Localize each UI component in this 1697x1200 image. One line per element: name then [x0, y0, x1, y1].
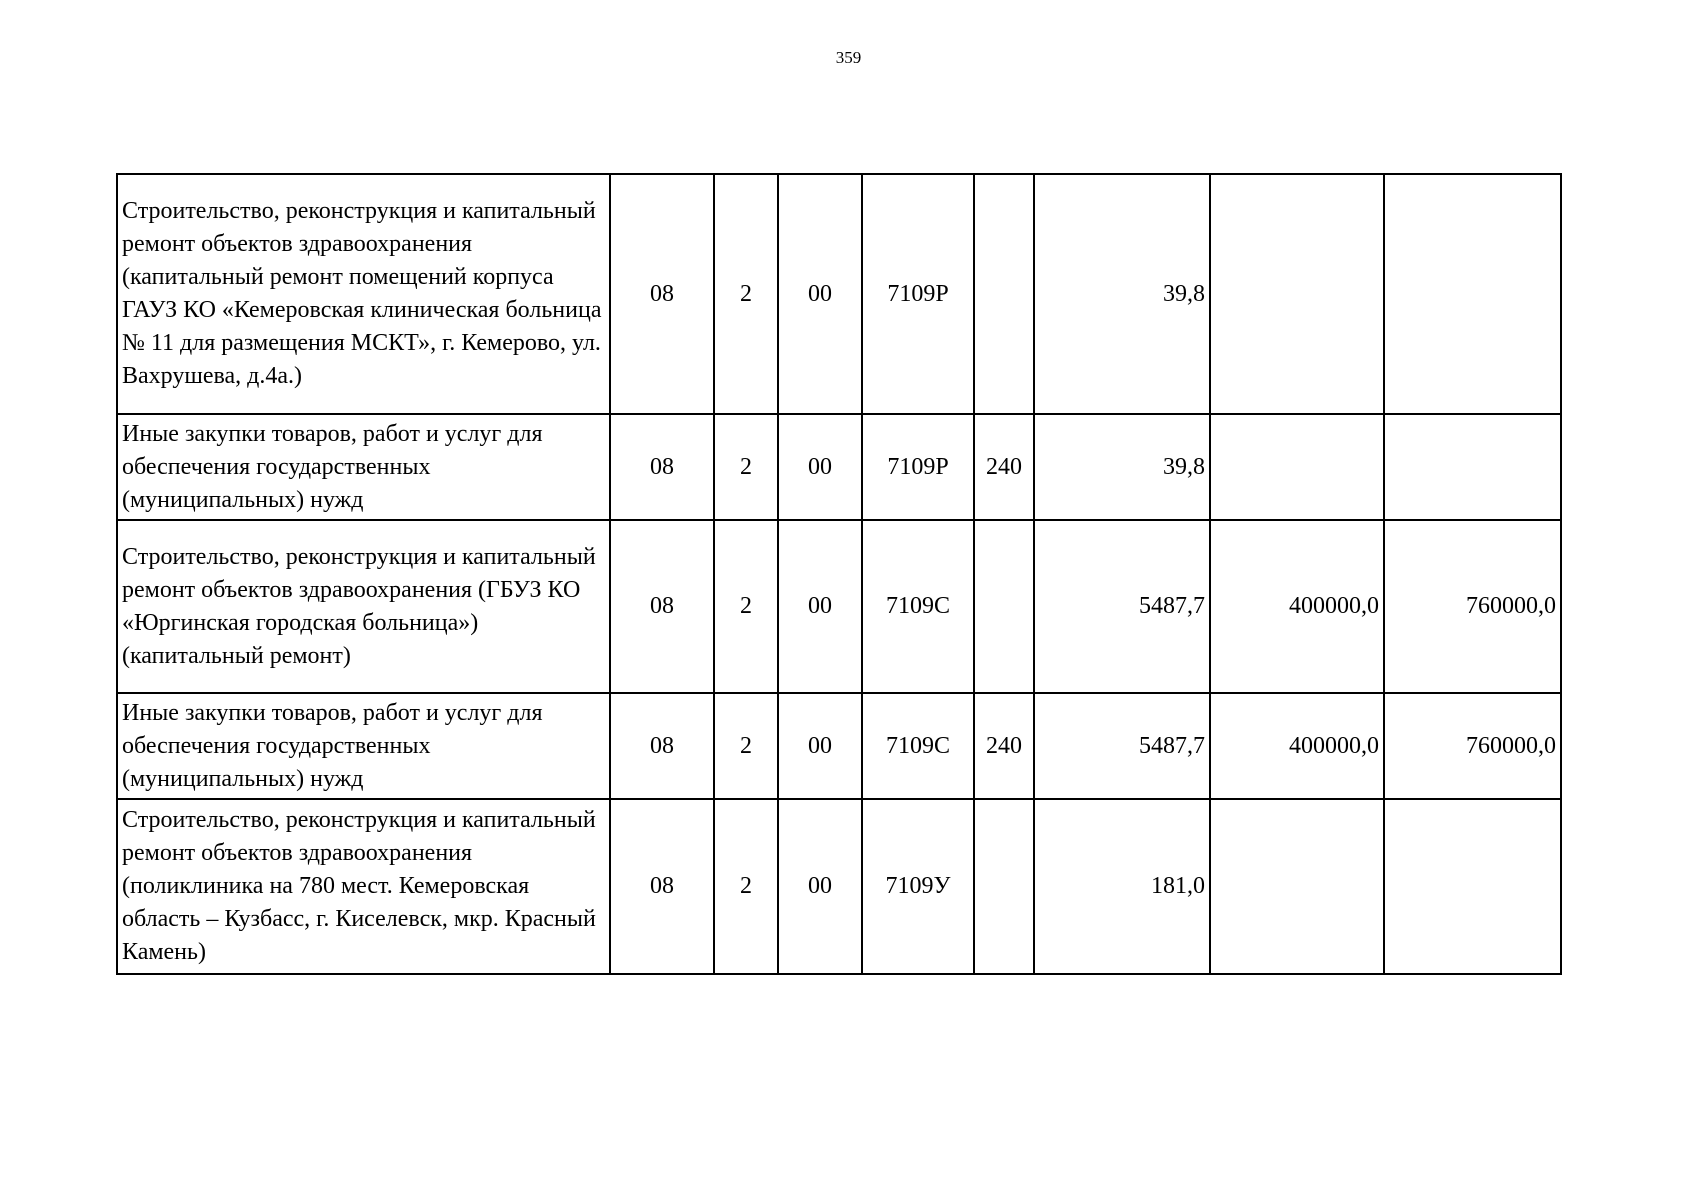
expense-type	[974, 174, 1034, 414]
expense-type	[974, 520, 1034, 693]
program-code: 2	[714, 414, 778, 520]
table-row	[117, 414, 1561, 520]
amount-1: 5487,7	[1034, 693, 1210, 799]
amount-1: 5487,7	[1034, 520, 1210, 693]
row-description: Строительство, реконструкция и капитальный ремонт объектов здравоохранения (поликлиника на 780 мест. Кемеровская область – Кузбасс, г. Киселевск, мкр. Красный Камень)	[117, 799, 610, 974]
expense-type	[974, 799, 1034, 974]
program-code: 2	[714, 174, 778, 414]
amount-1: 39,8	[1034, 174, 1210, 414]
amount-2	[1210, 174, 1384, 414]
subprogram-code: 00	[778, 414, 862, 520]
section-code: 08	[610, 799, 714, 974]
page-number: 359	[835, 48, 862, 67]
target-code: 7109С	[862, 693, 974, 799]
program-code: 2	[714, 799, 778, 974]
expense-type: 240	[974, 693, 1034, 799]
section-code: 08	[610, 693, 714, 799]
subprogram-code: 00	[778, 520, 862, 693]
table-row	[117, 520, 1561, 693]
row-description: Иные закупки товаров, работ и услуг для обеспечения государственных (муниципальных) нужд	[117, 414, 610, 520]
amount-2: 400000,0	[1210, 520, 1384, 693]
program-code: 2	[714, 520, 778, 693]
amount-3: 760000,0	[1384, 693, 1561, 799]
amount-3: 760000,0	[1384, 520, 1561, 693]
budget-table	[116, 173, 1562, 975]
program-code: 2	[714, 693, 778, 799]
section-code: 08	[610, 174, 714, 414]
target-code: 7109С	[862, 520, 974, 693]
target-code: 7109Р	[862, 174, 974, 414]
subprogram-code: 00	[778, 799, 862, 974]
row-description: Строительство, реконструкция и капитальный ремонт объектов здравоохранения (капитальный ремонт помещений корпуса ГАУЗ КО «Кемеровская клиническая больница № 11 для размещения МСКТ», г. Кемерово, ул. Вахрушева, д.4а.)	[117, 174, 610, 414]
table-row	[117, 799, 1561, 974]
amount-3	[1384, 174, 1561, 414]
amount-2	[1210, 799, 1384, 974]
row-description: Иные закупки товаров, работ и услуг для обеспечения государственных (муниципальных) нужд	[117, 693, 610, 799]
target-code: 7109У	[862, 799, 974, 974]
amount-1: 39,8	[1034, 414, 1210, 520]
subprogram-code: 00	[778, 693, 862, 799]
amount-2	[1210, 414, 1384, 520]
table-row	[117, 174, 1561, 414]
amount-3	[1384, 414, 1561, 520]
section-code: 08	[610, 414, 714, 520]
section-code: 08	[610, 520, 714, 693]
target-code: 7109Р	[862, 414, 974, 520]
expense-type: 240	[974, 414, 1034, 520]
table-row	[117, 693, 1561, 799]
amount-2: 400000,0	[1210, 693, 1384, 799]
row-description: Строительство, реконструкция и капитальный ремонт объектов здравоохранения (ГБУЗ КО «Юргинская городская больница») (капитальный ремонт)	[117, 520, 610, 693]
amount-3	[1384, 799, 1561, 974]
subprogram-code: 00	[778, 174, 862, 414]
amount-1: 181,0	[1034, 799, 1210, 974]
